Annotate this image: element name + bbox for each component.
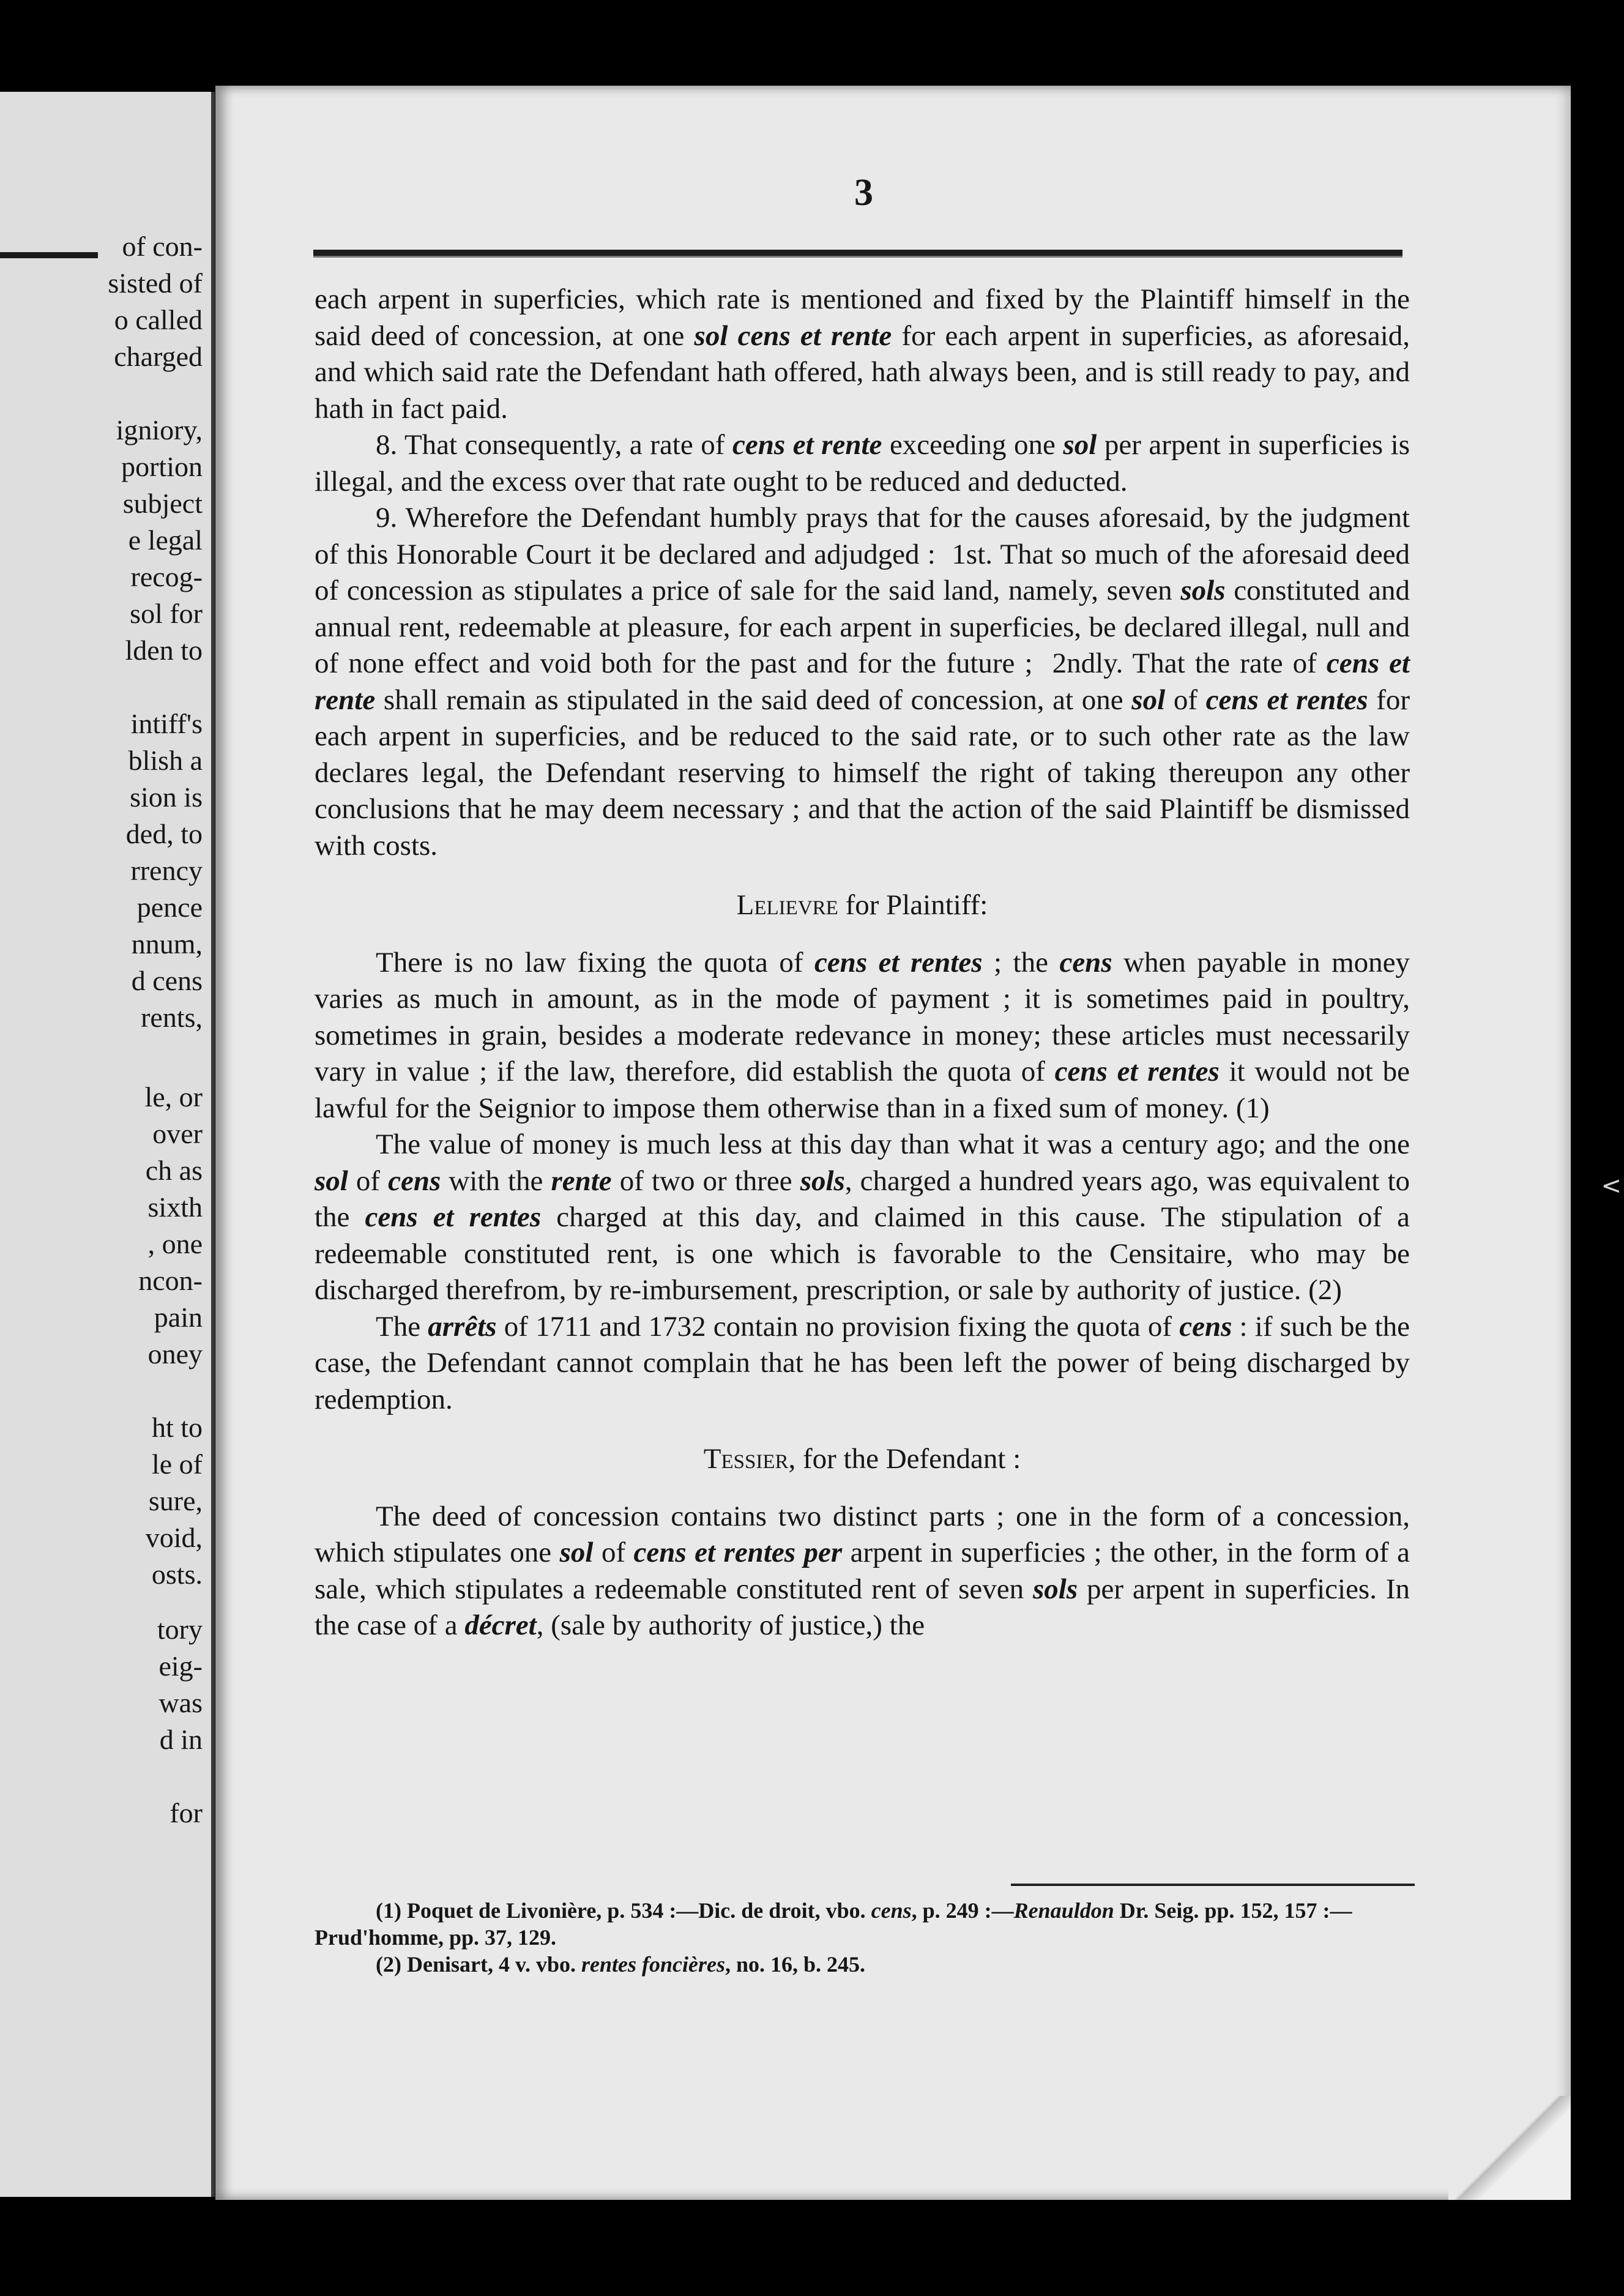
paragraph-continuation: each arpent in superficies, which rate is mentioned and fixed by the Plaintiff himself in the said deed of concession, at one sol cens et rente for each arpent in superficies, as aforesaid, and which said rate the Defendant hath offered, hath always been, and is still ready to pay, and hath in fact paid. (315, 283, 1410, 425)
left-page-line: d cens (131, 965, 203, 996)
left-page-line: charged (114, 341, 203, 372)
left-page-line: rents, (141, 1002, 203, 1033)
plaintiff-paragraph-1: There is no law fixing the quota of cens et rentes ; the cens when payable in money varies as much in amount, as in the mode of payment ; it is sometimes paid in poultry, sometimes in grain, besides a moderate redevance in money; these articles must necessarily vary in value ; if the law, therefore, did establish the quota of cens et rentes it would not be lawful for the Seignior to impose them otherwise than in a fixed sum of money. (1) (315, 946, 1410, 1124)
page-corner-fold (1448, 2096, 1571, 2200)
left-page-line: le of (151, 1448, 203, 1480)
plaintiff-paragraph-2: The value of money is much less at this day than what it was a century ago; and the one sol of cens with the rente of two or three sols, charged a hundred years ago, was equivalent to the cens et rentes charged at this day, and claimed in this cause. The stipulation of a redeemable constituted rent, is one which is favorable to the Censitaire, who may be discharged therefrom, by re-imbursement, prescription, or sale by authority of justice. (2) (315, 1128, 1410, 1306)
left-page-line: pence (136, 892, 203, 923)
left-page-line: eig- (158, 1650, 203, 1682)
left-page-line: sol for (130, 598, 203, 629)
left-page-line: blish a (128, 745, 203, 776)
left-page-line: oney (147, 1338, 203, 1370)
left-page-line: sure, (148, 1485, 203, 1516)
left-page-line: over (152, 1118, 203, 1149)
left-page-line: osts. (151, 1559, 203, 1590)
left-page-line: pain (154, 1302, 203, 1333)
left-page-line: of con- (122, 231, 203, 262)
left-page-line: sion is (130, 781, 203, 813)
left-page-line: ncon- (138, 1265, 203, 1296)
left-page-line: ded, to (125, 818, 203, 849)
left-page-line: ch as (145, 1155, 203, 1186)
page-number: 3 (854, 172, 873, 214)
heading-defendant: Tessier, for the Defendant : (703, 1443, 1021, 1475)
footnote-2: (2) Denisart, 4 v. vbo. rentes foncières, no. 16, b. 245. (376, 1952, 866, 1977)
plaintiff-paragraph-3: The arrêts of 1711 and 1732 contain no provision fixing the quota of cens : if such be the case, the Defendant cannot complain that he has been left the power of being discharged by redemption. (315, 1310, 1410, 1415)
body-text (315, 281, 1410, 1644)
left-page-line: le, or (144, 1081, 203, 1113)
left-page-line: igniory, (116, 414, 203, 445)
left-page-line: intiff's (130, 708, 203, 739)
left-page-line: sisted of (108, 267, 203, 299)
left-page-line: sixth (147, 1191, 203, 1223)
left-page-line: was (158, 1687, 203, 1718)
left-page-line: rrency (130, 855, 203, 886)
left-page-line: ht to (151, 1412, 203, 1443)
left-page-line: recog- (130, 561, 203, 592)
left-facing-page (0, 92, 215, 2197)
left-page-line: portion (121, 451, 203, 482)
left-page-rule (0, 252, 98, 258)
left-page-line: d in (159, 1724, 203, 1755)
left-page-line: nnum, (131, 928, 203, 960)
left-page-line: o called (114, 304, 203, 335)
defendant-paragraph-1: The deed of concession contains two distinct parts ; one in the form of a concession, which stipulates one sol of cens et rentes per arpent in superficies ; the other, in the form of a sale, which stipulates a redeemable constituted rent of seven sols per arpent in superficies. In the case of a décret, (sale by authority of justice,) the (315, 1500, 1410, 1641)
header-rule (313, 250, 1402, 258)
footnote-1: (1) Poquet de Livonière, p. 534 :—Dic. de droit, vbo. cens, p. 249 :—Renauldon Dr. Seig. pp. 152, 157 :— Prud'homme, pp. 37, 129. (315, 1898, 1352, 1950)
paragraph-8: 8. That consequently, a rate of cens et rente exceeding one sol per arpent in superficies is illegal, and the excess over that rate ought to be reduced and deducted. (315, 429, 1410, 498)
left-page-line: void, (145, 1522, 203, 1553)
left-page-line: tory (157, 1614, 203, 1645)
footnotes (315, 1897, 1416, 1978)
left-page-line: e legal (128, 524, 203, 556)
footnote-rule (1011, 1884, 1415, 1886)
left-page-line: lden to (125, 635, 203, 666)
main-page (215, 86, 1571, 2200)
left-page-line: for (169, 1797, 203, 1828)
left-page-line: subject (122, 488, 203, 519)
edge-mark: < (1601, 1172, 1622, 1200)
heading-plaintiff: Lelievre for Plaintiff: (736, 889, 988, 921)
left-page-line: , one (147, 1228, 203, 1259)
paragraph-9: 9. Wherefore the Defendant humbly prays that for the causes aforesaid, by the judgment of this Honorable Court it be declared and adjudged : 1st. That so much of the aforesaid deed of concession as stipulates a price of sale for the said land, namely, seven sols constituted and annual rent, redeemable at pleasure, for each arpent in superficies, be declared illegal, null and of none effect and void both for the past and for the future ; 2ndly. That the rate of cens et rente shall remain as stipulated in the said deed of concession, at one sol of cens et rentes for each arpent in superficies, and be reduced to the said rate, or to such other rate as the law declares legal, the Defendant reserving to himself the right of taking thereupon any other conclusions that he may deem necessary ; and that the action of the said Plaintiff be dismissed with costs. (315, 502, 1410, 862)
